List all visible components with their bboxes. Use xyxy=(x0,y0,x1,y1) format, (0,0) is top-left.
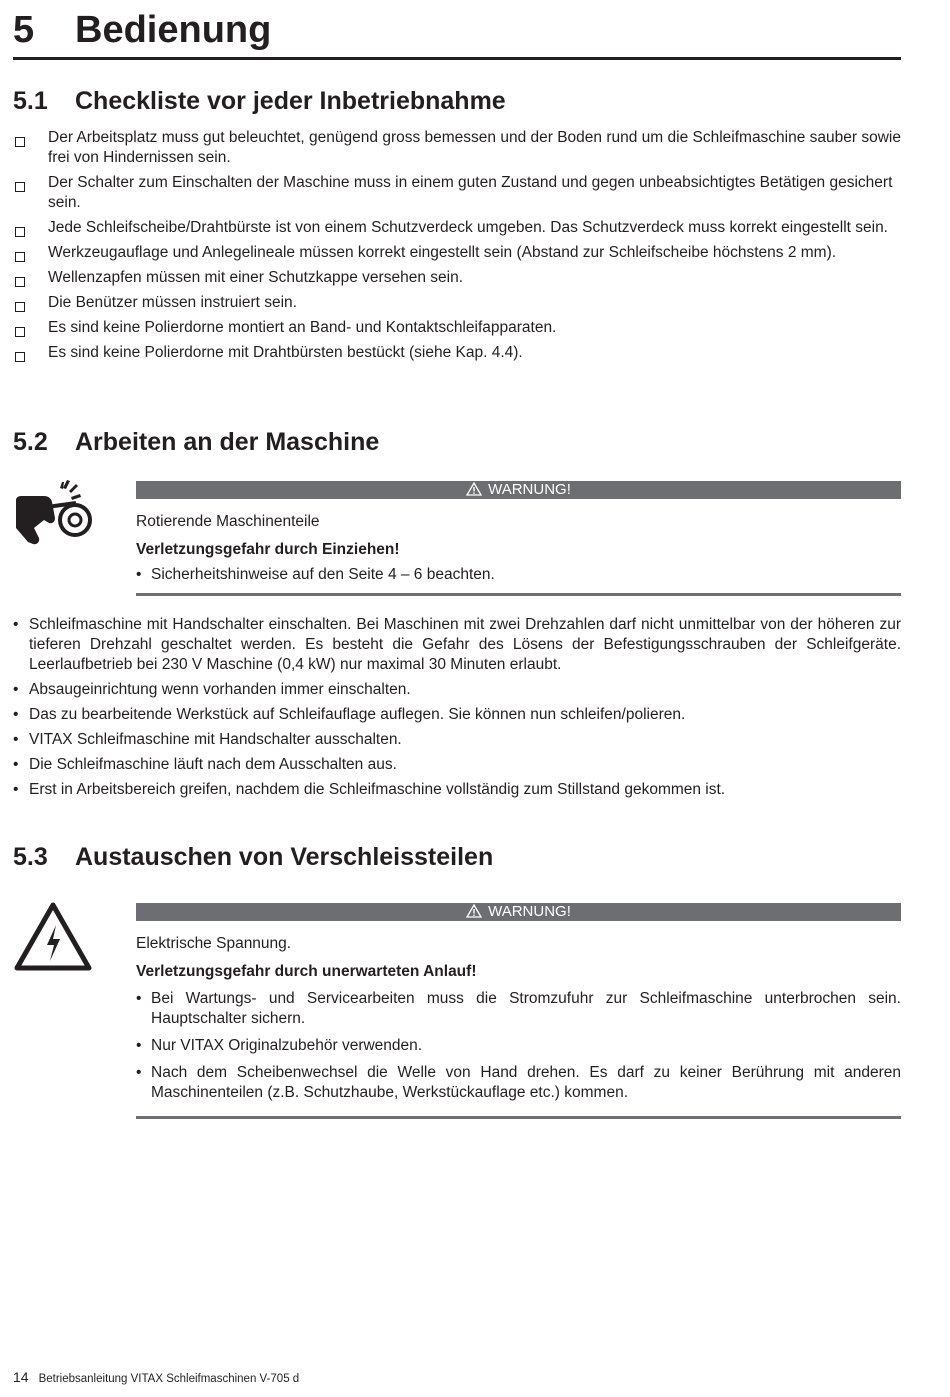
warning-bold: Verletzungsgefahr durch Einziehen! xyxy=(136,541,400,558)
warning-bullets xyxy=(136,565,901,592)
warning-text: Rotierende Maschinenteile xyxy=(136,513,320,530)
warning-bullet: • Nach dem Scheibenwechsel die Welle von Hand drehen. Es darf zu keiner Berührung mit anderen Maschinenteilen (z.B. Schutzhaube, Werkstückauflage etc.) kommen. xyxy=(136,1063,901,1103)
section-number: 5.1 xyxy=(13,87,48,115)
section-number: 5.2 xyxy=(13,428,48,456)
warning-triangle-icon xyxy=(466,482,482,496)
warning-bold-text xyxy=(136,962,901,982)
checklist-item-text: Jede Schleifscheibe/Drahtbürste ist von einem Schutzverdeck umgeben. Das Schutzverdeck muss korrekt eingestellt sein. xyxy=(48,219,888,236)
page-number: 14 xyxy=(13,1369,29,1385)
section-5-1-heading xyxy=(13,86,506,116)
chapter-title-text: Bedienung xyxy=(75,9,272,51)
checkbox-icon xyxy=(15,327,25,337)
warning-bullets xyxy=(136,989,901,1110)
procedure-item: • Erst in Arbeitsbereich greifen, nachdem die Schleifmaschine vollständig zum Stillstand gekommen ist. xyxy=(13,780,901,800)
warning-bullet: • Sicherheitshinweise auf den Seite 4 – 6 beachten. xyxy=(136,565,901,585)
page-footer xyxy=(13,1369,299,1385)
checklist-item xyxy=(13,128,901,168)
checkbox-icon xyxy=(15,227,25,237)
procedure-list xyxy=(13,615,901,805)
warning-bullet: • Bei Wartungs- und Servicearbeiten muss die Stromzufuhr zur Schleifmaschine unterbrochen sein. Hauptschalter sichern. xyxy=(136,989,901,1029)
high-voltage-warning-icon xyxy=(14,901,92,971)
checklist-item-text: Es sind keine Polierdorne mit Drahtbürsten bestückt (siehe Kap. 4.4). xyxy=(48,344,523,361)
section-title: Arbeiten an der Maschine xyxy=(75,428,380,456)
checklist-item xyxy=(13,173,901,213)
chapter-title xyxy=(13,8,271,52)
checkbox-icon xyxy=(15,137,25,147)
footer-text: Betriebsanleitung VITAX Schleifmaschinen V-705 d xyxy=(38,1373,300,1385)
warning-end-rule xyxy=(136,1116,901,1119)
checkbox-icon xyxy=(15,182,25,192)
section-5-2-heading xyxy=(13,427,379,457)
procedure-item: • Absaugeinrichtung wenn vorhanden immer einschalten. xyxy=(13,680,901,700)
section-title: Checkliste vor jeder Inbetriebnahme xyxy=(75,87,506,115)
checklist-item-text: Wellenzapfen müssen mit einer Schutzkappe versehen sein. xyxy=(48,269,463,286)
procedure-item: • VITAX Schleifmaschine mit Handschalter ausschalten. xyxy=(13,730,901,750)
warning-bar xyxy=(136,903,901,921)
checkbox-icon xyxy=(15,302,25,312)
warning-bullet: • Nur VITAX Originalzubehör verwenden. xyxy=(136,1036,901,1056)
warning-label: WARNUNG! xyxy=(488,903,571,920)
checklist xyxy=(13,128,901,368)
checklist-item xyxy=(13,268,901,288)
procedure-item: • Die Schleifmaschine läuft nach dem Ausschalten aus. xyxy=(13,755,901,775)
checklist-item xyxy=(13,293,901,313)
checklist-item-text: Es sind keine Polierdorne montiert an Band- und Kontaktschleifapparaten. xyxy=(48,319,557,336)
checkbox-icon xyxy=(15,352,25,362)
procedure-item: • Schleifmaschine mit Handschalter einschalten. Bei Maschinen mit zwei Drehzahlen darf nicht unmittelbar von der höheren zur tieferen Drehzahl geschaltet werden. Es besteht die Gefahr des Lösens der Befestigungsschrauben der Schleifgeräte. Leerlaufbetrieb bei 230 V Maschine (0,4 kW) nur maximal 30 Minuten erlaubt. xyxy=(13,615,901,675)
warning-bold-text xyxy=(136,540,901,560)
warning-bar xyxy=(136,481,901,499)
checklist-item-text: Der Arbeitsplatz muss gut beleuchtet, genügend gross bemessen und der Boden rund um die Schleifmaschine sauber sowie frei von Hindernissen sein. xyxy=(48,129,901,166)
warning-label: WARNUNG! xyxy=(488,481,571,498)
checklist-item xyxy=(13,318,901,338)
checklist-item-text: Der Schalter zum Einschalten der Maschine muss in einem guten Zustand und gegen unbeabsichtigtes Betätigen gesichert sein. xyxy=(48,174,893,211)
section-title: Austauschen von Verschleissteilen xyxy=(75,843,494,871)
warning-bold: Verletzungsgefahr durch unerwarteten Anlauf! xyxy=(136,963,477,980)
procedure-item: • Das zu bearbeitende Werkstück auf Schleifauflage auflegen. Sie können nun schleifen/polieren. xyxy=(13,705,901,725)
checklist-item xyxy=(13,243,901,263)
hand-roller-entanglement-icon xyxy=(14,478,94,552)
warning-end-rule xyxy=(136,593,901,596)
checkbox-icon xyxy=(15,252,25,262)
section-5-3-heading xyxy=(13,842,493,872)
chapter-number: 5 xyxy=(13,9,35,51)
warning-triangle-icon xyxy=(466,904,482,918)
checklist-item-text: Werkzeugauflage und Anlegelineale müssen korrekt eingestellt sein (Abstand zur Schleifscheibe höchstens 2 mm). xyxy=(48,244,837,261)
chapter-rule xyxy=(13,57,901,60)
checklist-item xyxy=(13,343,901,363)
checklist-item-text: Die Benützer müssen instruiert sein. xyxy=(48,294,297,311)
checklist-item xyxy=(13,218,901,238)
section-number: 5.3 xyxy=(13,843,48,871)
warning-text: Elektrische Spannung. xyxy=(136,935,292,952)
checkbox-icon xyxy=(15,277,25,287)
